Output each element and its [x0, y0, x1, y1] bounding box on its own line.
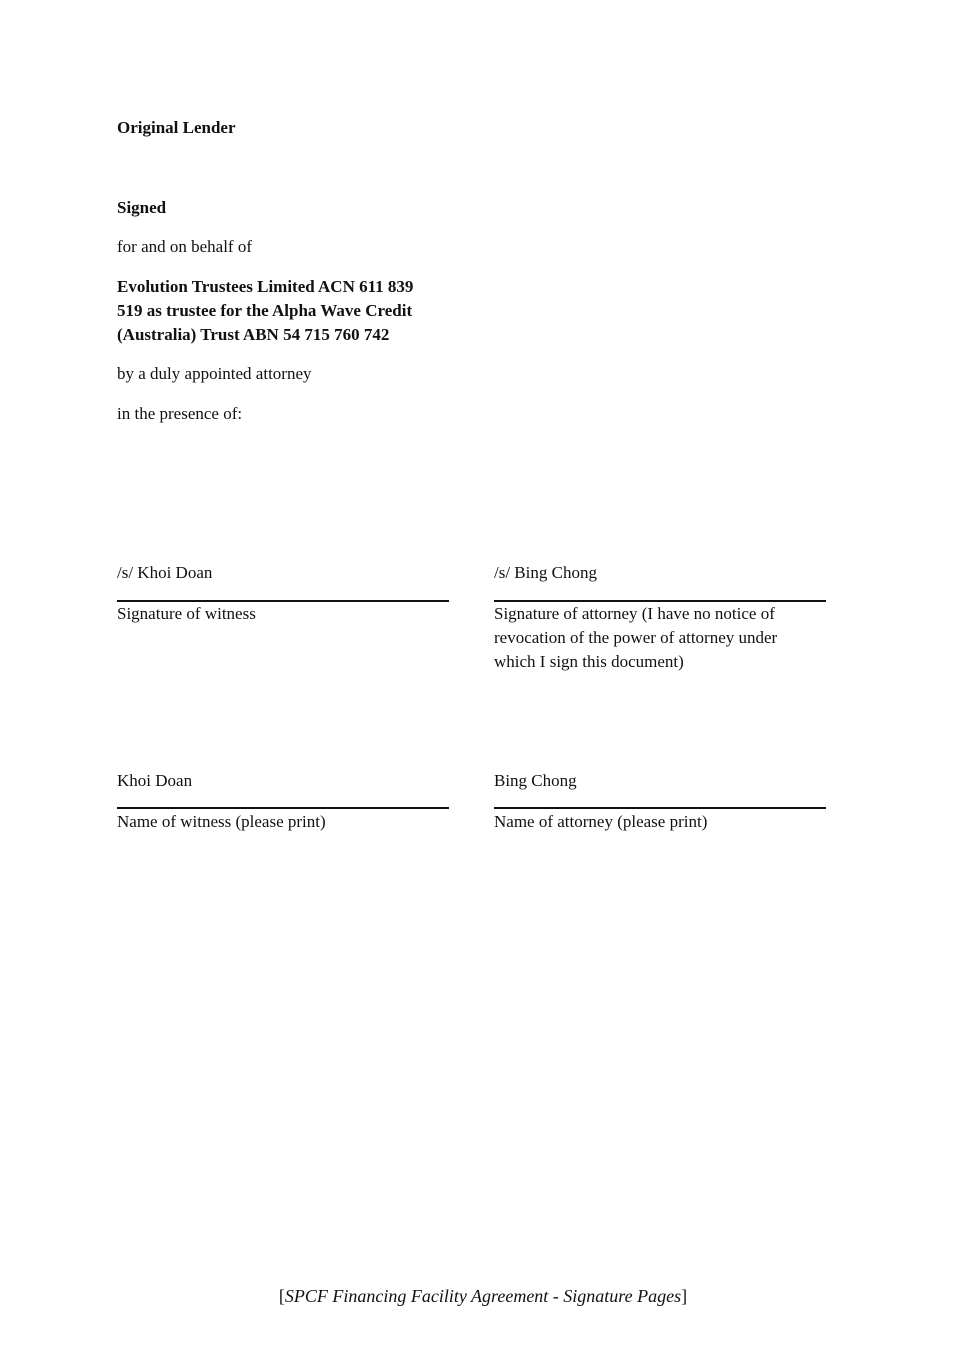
behalf-text: for and on behalf of	[117, 237, 253, 256]
attorney-name-value: Bing Chong	[494, 771, 577, 790]
attorney-signature-caption	[494, 602, 777, 674]
witness-name-value: Khoi Doan	[117, 771, 193, 790]
footer-open-bracket: [	[278, 1286, 285, 1306]
attorney-caption-line: revocation of the power of attorney under	[494, 628, 778, 647]
section-heading: Original Lender	[117, 118, 236, 137]
footer-close-bracket: ]	[681, 1286, 688, 1306]
footer-title: SPCF Financing Facility Agreement - Signature Pages	[284, 1286, 682, 1306]
page-footer	[0, 1286, 966, 1307]
entity-name-block	[117, 275, 413, 347]
witness-signature-caption: Signature of witness	[117, 604, 256, 623]
witness-signature-line	[117, 600, 449, 602]
attorney-caption-line: which I sign this document)	[494, 652, 684, 671]
entity-line: (Australia) Trust ABN 54 715 760 742	[117, 325, 390, 344]
attorney-caption-line: Signature of attorney (I have no notice of	[494, 604, 775, 623]
witness-name-caption: Name of witness (please print)	[117, 812, 326, 831]
signed-label: Signed	[117, 198, 167, 217]
presence-text: in the presence of:	[117, 404, 243, 423]
witness-name-line	[117, 807, 449, 809]
entity-line: 519 as trustee for the Alpha Wave Credit	[117, 301, 413, 320]
attorney-name-caption: Name of attorney (please print)	[494, 812, 708, 831]
attorney-text: by a duly appointed attorney	[117, 364, 312, 383]
entity-line: Evolution Trustees Limited ACN 611 839	[117, 277, 414, 296]
attorney-signature-value: /s/ Bing Chong	[494, 563, 597, 582]
attorney-name-line	[494, 807, 826, 809]
witness-signature-value: /s/ Khoi Doan	[117, 563, 213, 582]
